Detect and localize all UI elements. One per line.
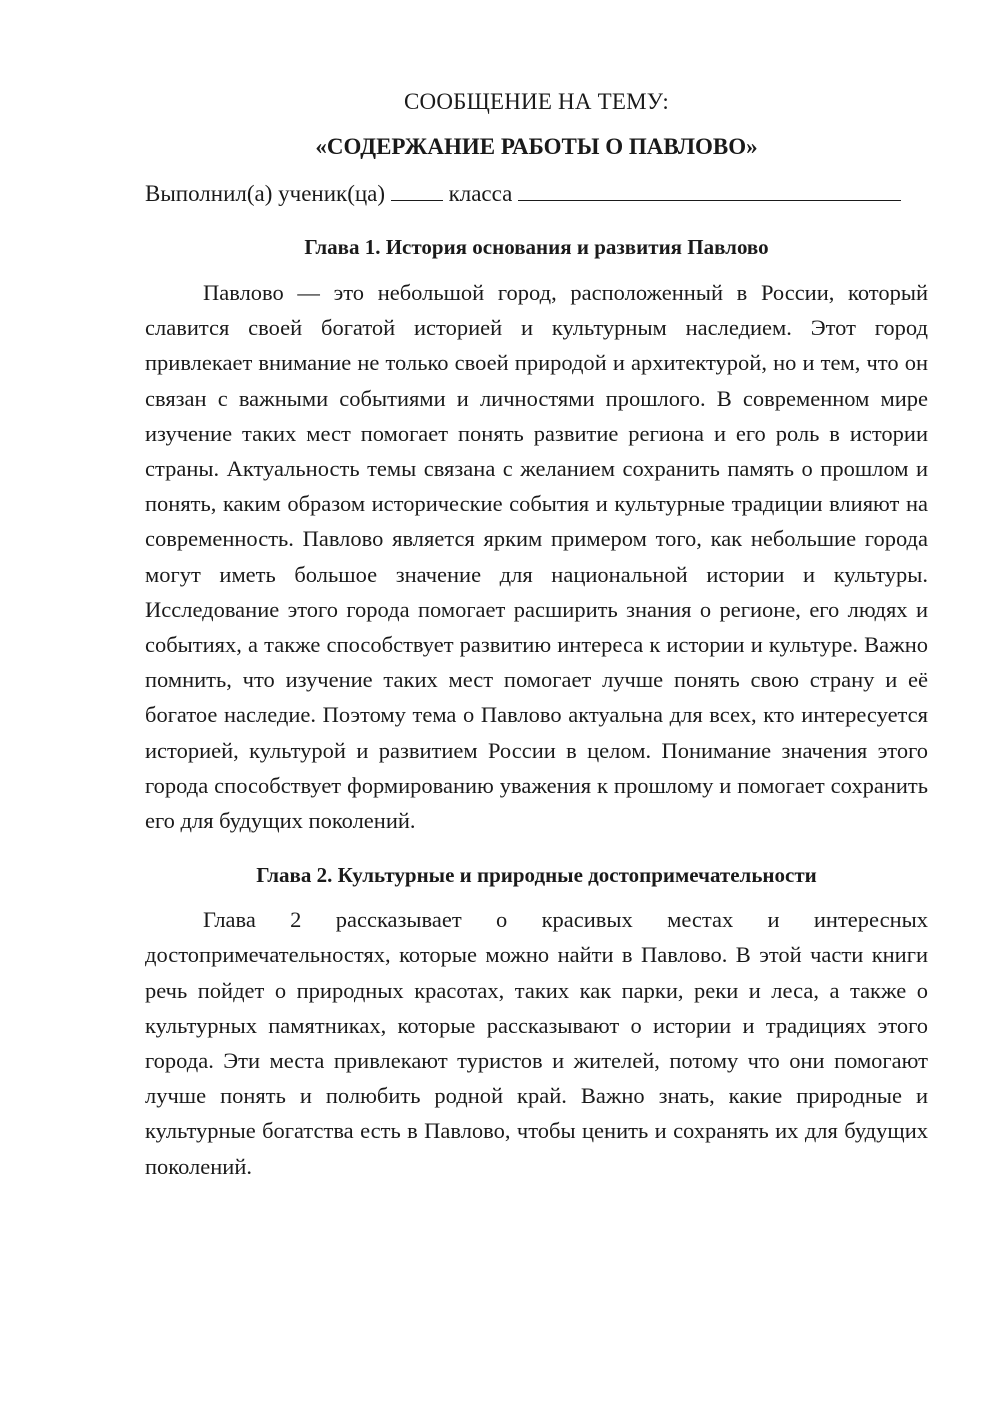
- chapter-2-title: Глава 2. Культурные и природные достопримечательности: [256, 863, 817, 888]
- heading-topic-line: СООБЩЕНИЕ НА ТЕМУ:: [404, 89, 669, 114]
- chapter-2-paragraph: Глава 2 рассказывает о красивых местах и интересных достопримечательностях, которые можно найти в Павлово. В этой части книги речь пойдет о природных красотах, таких как парки, реки и леса, а также о культурных памятниках, которые рассказывают о истории и традициях этого города. Эти места привлекают туристов и жителей, потому что они помогают лучше понять и полюбить родной край. Важно знать, какие природные и культурные богатства есть в Павлово, чтобы ценить и сохранять их для будущих поколений.: [145, 907, 928, 1179]
- chapter-1-title: Глава 1. История основания и развития Павлово: [304, 235, 769, 259]
- student-name-blank: [518, 180, 901, 201]
- class-number-blank: [391, 180, 443, 201]
- document-page: [145, 88, 928, 1184]
- heading-title-line: «СОДЕРЖАНИЕ РАБОТЫ О ПАВЛОВО»: [315, 134, 758, 159]
- performer-label: Выполнил(а) ученик(ца): [145, 181, 386, 206]
- class-word: класса: [448, 181, 513, 206]
- chapter-1-paragraph: Павлово — это небольшой город, расположенный в России, который славится своей богатой историей и культурным наследием. Этот город привлекает внимание не только своей природой и архитектурой, но и тем, что он связан с важными событиями и личностями прошлого. В современном мире изучение таких мест помогает понять развитие региона и его роль в истории страны. Актуальность темы связана с желанием сохранить память о прошлом и понять, каким образом исторические события и культурные традиции влияют на современность. Павлово является ярким примером того, как небольшие города могут иметь большое значение для национальной истории и культуры. Исследование этого города помогает расширить знания о регионе, его людях и событиях, а также способствует развитию интереса к истории и культуре. Важно помнить, что изучение таких мест помогает лучше понять свою страну и её богатое наследие. Поэтому тема о Павлово актуальна для всех, кто интересуется историей, культурой и развитием России в целом. Понимание значения этого города способствует формированию уважения к прошлому и помогает сохранить его для будущих поколений.: [145, 280, 928, 834]
- performer-line: [145, 180, 928, 208]
